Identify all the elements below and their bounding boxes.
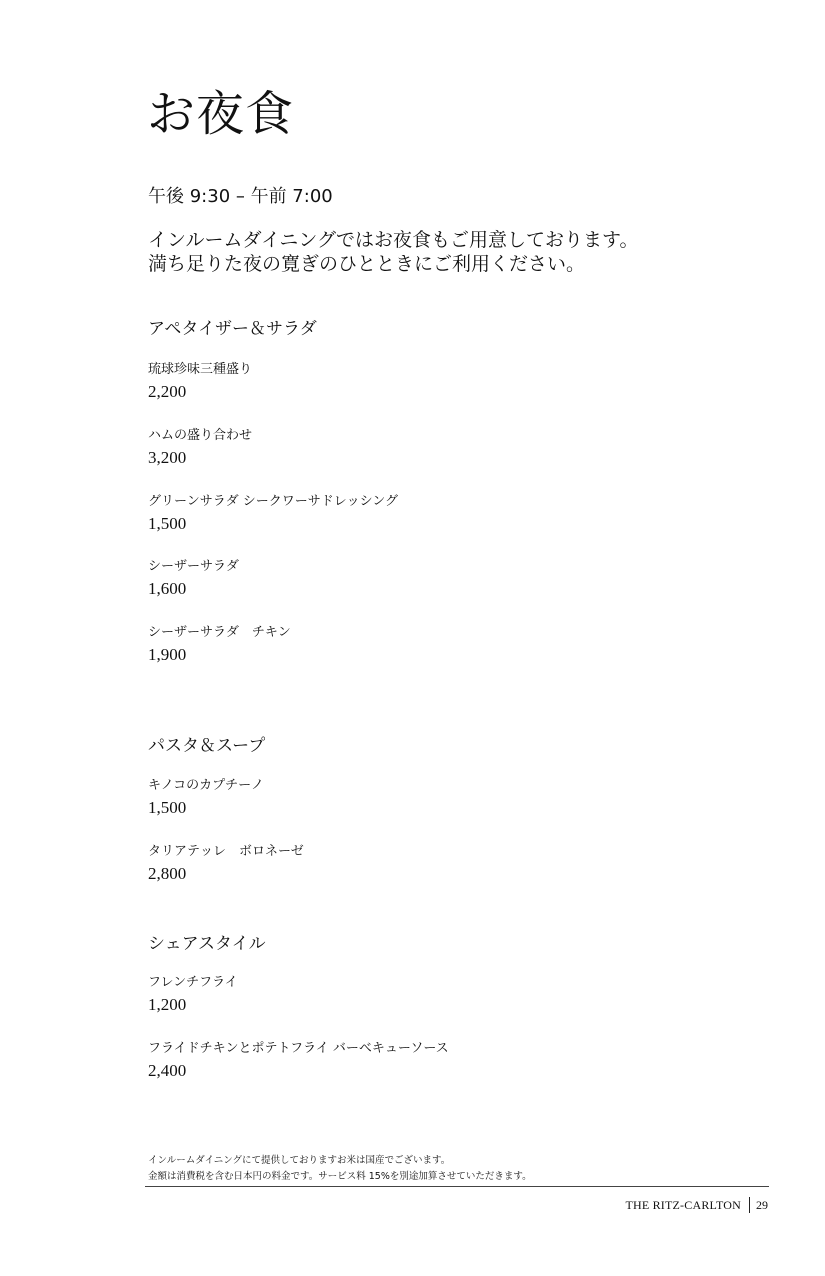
item-price: 1,500 — [148, 798, 187, 817]
menu-item — [148, 428, 252, 468]
page-number: 29 — [756, 1197, 768, 1212]
service-hours: 午後 9:30 – 午前 7:00 — [148, 186, 333, 207]
menu-item — [148, 559, 239, 599]
item-name: グリーンサラダ シークワーサドレッシング — [148, 494, 399, 509]
item-price: 2,400 — [148, 1061, 187, 1080]
item-name: キノコのカプチーノ — [148, 778, 264, 793]
item-price: 1,900 — [148, 645, 187, 664]
intro-line: 満ち足りた夜の寛ぎのひとときにご利用ください。 — [148, 253, 586, 275]
menu-item — [148, 778, 264, 818]
menu-item — [148, 494, 398, 534]
item-price: 1,600 — [148, 579, 187, 598]
menu-item — [148, 1041, 449, 1081]
menu-item — [148, 975, 238, 1015]
item-price: 1,200 — [148, 995, 187, 1014]
page-title: お夜食 — [147, 86, 295, 142]
item-name: 琉球珍味三種盛り — [148, 362, 253, 377]
intro-text — [148, 228, 639, 276]
menu-item — [148, 625, 291, 665]
section-title: パスタ＆スープ — [148, 736, 266, 756]
footnotes — [148, 1153, 532, 1185]
section-pasta-soup — [148, 731, 265, 756]
item-price: 2,800 — [148, 864, 187, 883]
item-price: 1,500 — [148, 514, 187, 533]
section-share-style — [148, 929, 266, 954]
item-name: ハムの盛り合わせ — [148, 428, 253, 443]
item-name: シーザーサラダ チキン — [148, 625, 291, 640]
footer-divider — [145, 1186, 769, 1187]
item-price: 2,200 — [148, 382, 187, 401]
item-name: フライドチキンとポテトフライ バーベキューソース — [148, 1041, 449, 1056]
item-name: シーザーサラダ — [148, 559, 239, 574]
section-title: アペタイザー＆サラダ — [148, 319, 317, 339]
page-footer — [625, 1197, 768, 1213]
footer-separator — [749, 1197, 750, 1213]
footnote-pricing: 金額は消費税を含む日本円の料金です。サービス料 15%を別途加算させていただきます。 — [148, 1171, 532, 1182]
item-name: タリアテッレ ボロネーゼ — [148, 844, 304, 859]
item-name: フレンチフライ — [148, 975, 238, 990]
menu-item — [148, 362, 252, 402]
brand-name: THE RITZ-CARLTON — [625, 1197, 741, 1212]
item-price: 3,200 — [148, 448, 187, 467]
intro-line: インルームダイニングではお夜食もご用意しております。 — [148, 229, 639, 251]
section-appetizer-salad — [148, 314, 317, 339]
menu-item — [148, 844, 304, 884]
section-title: シェアスタイル — [148, 934, 266, 954]
footnote-rice: インルームダイニングにて提供しておりますお米は国産でございます。 — [148, 1155, 451, 1166]
